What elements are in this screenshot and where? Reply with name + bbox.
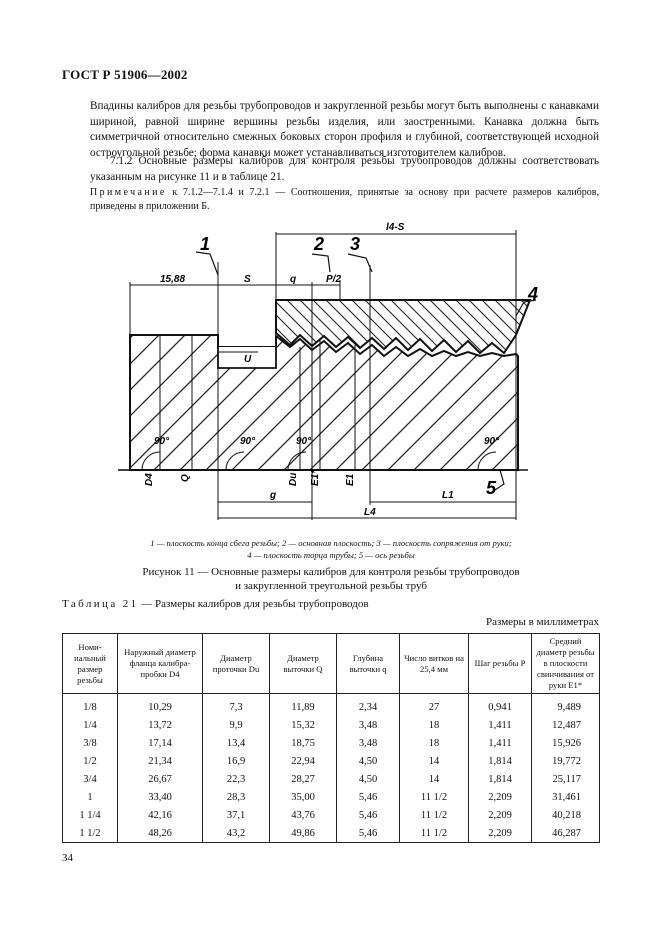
table-cell: 13,4	[203, 734, 270, 752]
table-cell: 7,3	[203, 694, 270, 717]
table-cell: 14	[400, 752, 469, 770]
document-code: ГОСТ Р 51906—2002	[62, 67, 188, 82]
col-nominal-size: Номи-нальный размер резьбы	[63, 634, 118, 694]
table-21	[62, 633, 600, 843]
dim-15-88: 15,88	[160, 274, 186, 285]
table-cell: 25,117	[532, 770, 600, 788]
table-row	[63, 806, 600, 824]
dim-e1-star: E1*	[310, 469, 321, 486]
table-cell: 4,50	[337, 770, 400, 788]
table-cell: 1/4	[63, 716, 118, 734]
note-text: к 7.1.2—7.1.4 и 7.2.1 — Соотношения, принятые за основу при расчете размеров калибров, приведены в приложении Б.	[90, 187, 599, 212]
table-cell: 31,461	[532, 788, 600, 806]
table-cell: 12,487	[532, 716, 600, 734]
page-number: 34	[62, 852, 73, 864]
col-pitch-diameter: Средний диаметр резьбы в плоскости свинчивания от руки E1*	[532, 634, 600, 694]
dim-p2: P/2	[326, 274, 342, 285]
col-flange-diameter: Наружный диаметр фланца калибра-пробки D4	[118, 634, 203, 694]
table-cell: 46,287	[532, 824, 600, 843]
table-cell: 17,14	[118, 734, 203, 752]
col-groove-diameter: Диаметр проточки Du	[203, 634, 270, 694]
dim-du: Du	[288, 472, 299, 486]
table-cell: 28,3	[203, 788, 270, 806]
table-cell: 11 1/2	[400, 824, 469, 843]
angle-2: 90°	[240, 436, 256, 447]
table-cell: 18	[400, 716, 469, 734]
col-recess-depth: Глубина выточки q	[337, 634, 400, 694]
callout-2: 2	[314, 234, 325, 254]
dim-u: U	[244, 354, 252, 365]
note-label: Примечание	[90, 187, 167, 198]
table-cell: 5,46	[337, 824, 400, 843]
table-title	[62, 598, 369, 610]
table-cell: 2,209	[469, 806, 532, 824]
col-pitch: Шаг резьбы P	[469, 634, 532, 694]
figure-caption	[62, 566, 600, 593]
table-row	[63, 770, 600, 788]
table-cell: 43,76	[270, 806, 337, 824]
table-cell: 5,46	[337, 788, 400, 806]
table-cell: 21,34	[118, 752, 203, 770]
table-cell: 1,411	[469, 734, 532, 752]
table-cell: 27	[400, 694, 469, 717]
table-cell: 1,814	[469, 770, 532, 788]
table-cell: 42,16	[118, 806, 203, 824]
table-cell: 18	[400, 734, 469, 752]
gauge-body	[130, 335, 518, 470]
col-recess-diameter: Диаметр выточки Q	[270, 634, 337, 694]
table-cell: 1/8	[63, 694, 118, 717]
table-cell: 1 1/4	[63, 806, 118, 824]
table-row	[63, 716, 600, 734]
table-cell: 3/4	[63, 770, 118, 788]
angle-3: 90°	[296, 436, 312, 447]
caption-line-2: и закругленной треугольной резьбы труб	[235, 579, 427, 592]
table-cell: 3,48	[337, 716, 400, 734]
caption-line-1: Рисунок 11 — Основные размеры калибров для контроля резьбы трубопроводов	[142, 566, 520, 578]
table-cell: 11,89	[270, 694, 337, 717]
table-cell: 9,9	[203, 716, 270, 734]
angle-1: 90°	[154, 436, 170, 447]
callout-3: 3	[350, 234, 361, 254]
table-cell: 10,29	[118, 694, 203, 717]
table-row	[63, 752, 600, 770]
table-cell: 3/8	[63, 734, 118, 752]
table-cell: 19,772	[532, 752, 600, 770]
table-cell: 18,75	[270, 734, 337, 752]
table-cell: 48,26	[118, 824, 203, 843]
table-cell: 1,814	[469, 752, 532, 770]
table-cell: 28,27	[270, 770, 337, 788]
table-header-row	[63, 634, 600, 694]
dim-Q: Q	[180, 474, 191, 482]
table-cell: 1/2	[63, 752, 118, 770]
table-row	[63, 734, 600, 752]
table-row	[63, 694, 600, 717]
table-cell: 14	[400, 770, 469, 788]
table-cell: 35,00	[270, 788, 337, 806]
callout-1: 1	[200, 234, 211, 254]
dim-l1: L1	[442, 490, 454, 501]
dim-d4: D4	[144, 473, 155, 486]
table-cell: 43,2	[203, 824, 270, 843]
table-units: Размеры в миллиметрах	[486, 616, 599, 628]
dim-g: g	[270, 490, 277, 501]
figure-legend	[62, 538, 600, 561]
table-cell: 3,48	[337, 734, 400, 752]
paragraph-grooves-text: Впадины калибров для резьбы трубопроводов и закругленной резьбы могут быть выполнены с канавками шириной, равной ширине вершины резьбы изделия, или заостренными. Канавка должна быть симметричной относительно смежных боковых сторон профиля и глубиной, соответствующей исходной остроугольной резьбе; форма канавки может устанавливаться изготовителем калибров.	[90, 100, 599, 159]
table-cell: 11 1/2	[400, 806, 469, 824]
dim-e1: E1	[345, 473, 356, 486]
table-cell: 40,218	[532, 806, 600, 824]
angle-4: 90°	[484, 436, 500, 447]
dim-s: S	[244, 274, 251, 285]
paragraph-7-1-2-text: 7.1.2 Основные размеры калибров для контроля резьбы трубопроводов должны соответствовать указанным на рисунке 11 и в таблице 21.	[90, 155, 599, 183]
table-cell: 2,209	[469, 788, 532, 806]
table-cell: 9,489	[532, 694, 600, 717]
table-cell: 26,67	[118, 770, 203, 788]
legend-line-1: 1 — плоскость конца сбега резьбы; 2 — основная плоскость; 3 — плоскость сопряжения от руки;	[150, 538, 512, 548]
table-cell: 11 1/2	[400, 788, 469, 806]
table-cell: 2,209	[469, 824, 532, 843]
table-cell: 15,32	[270, 716, 337, 734]
legend-line-2: 4 — плоскость торца трубы; 5 — ось резьбы	[247, 549, 415, 560]
table-cell: 1	[63, 788, 118, 806]
callout-5: 5	[486, 478, 497, 498]
table-label: Таблица 21	[62, 598, 139, 610]
table-cell: 49,86	[270, 824, 337, 843]
callout-4: 4	[528, 284, 539, 304]
table-cell: 22,94	[270, 752, 337, 770]
table-cell: 33,40	[118, 788, 203, 806]
col-threads-per-inch: Число витков на 25,4 мм	[400, 634, 469, 694]
table-cell: 2,34	[337, 694, 400, 717]
table-cell: 13,72	[118, 716, 203, 734]
dim-q-small: q	[290, 274, 297, 285]
table-title-text: — Размеры калибров для резьбы трубопроводов	[138, 598, 369, 610]
table-cell: 37,1	[203, 806, 270, 824]
dim-l4-s: l4-S	[386, 222, 405, 233]
table-cell: 15,926	[532, 734, 600, 752]
pipe-part	[276, 300, 530, 353]
table-cell: 0,941	[469, 694, 532, 717]
table-row	[63, 824, 600, 843]
table-cell: 1 1/2	[63, 824, 118, 843]
table-cell: 16,9	[203, 752, 270, 770]
table-cell: 4,50	[337, 752, 400, 770]
table-cell: 22,3	[203, 770, 270, 788]
table-cell: 1,411	[469, 716, 532, 734]
table-cell: 5,46	[337, 806, 400, 824]
dim-l4: L4	[364, 507, 376, 518]
table-row	[63, 788, 600, 806]
